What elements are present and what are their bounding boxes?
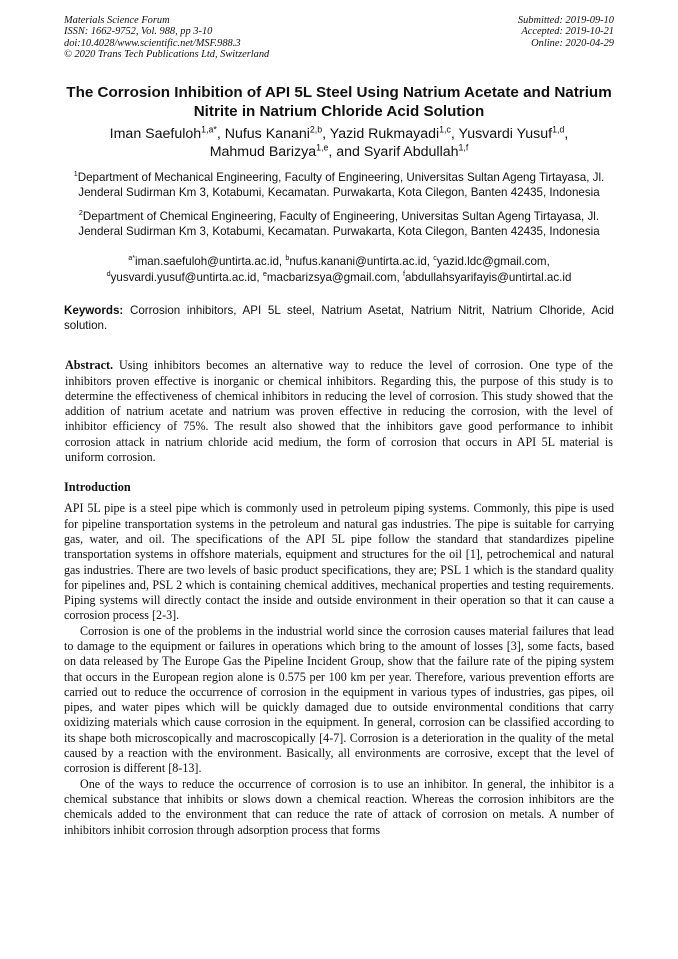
author-affiliation-marker: 1,a*: [201, 123, 217, 134]
author-affiliation-marker: 2,b: [309, 123, 323, 134]
abstract-text: Using inhibitors becomes an alternative way to reduce the level of corrosion. One type of the inhibitors proven effective is inorganic or chemical inhibitors. Regarding this, the purpose of this study is to determine the effectiveness of chemical inhibitors in reducing the level of corrosion. This study showed that the addition of natrium acetate and natrium was proven effective in reducing the corrosion, with the level of inhibitor efficiency of 75%. The result also showed that the inhibitors gave good performance to inhibit corrosion attack in natrium chloride acid medium, the form of corrosion that occurs in API 5L material is uniform corrosion.: [65, 358, 613, 465]
email-marker: e: [262, 268, 267, 278]
email-link[interactable]: yusvardi.yusuf@untirta.ac.id: [110, 270, 257, 284]
author-list: [64, 125, 614, 161]
journal-issn: ISSN: 1662-9752, Vol. 988, pp 3-10: [64, 26, 213, 38]
email-link[interactable]: abdullahsyarifayis@untirtal.ac.id: [404, 270, 572, 284]
paragraph: API 5L pipe is a steel pipe which is commonly used in petroleum piping systems. Commonly, this pipe is used for pipeline transportation systems in the petroleum and natural gas industries. The pipe is suitable for carrying gas, water, and oil. The specifications of the API 5L pipe follow the standard that standardizes pipeline transportation systems in offshore materials, equipment and structures for the oil [1], petrochemical and natural gas industries. There are two levels of basic product specifications, they are; PSL 1 which is the standard quality for pipelines and, PSL 2 which is containing chemical additives, mechanical properties and testing requirements. Piping systems will directly contact the inside and outside environment in their operation so that it can cause a corrosion process [2-3].: [64, 501, 614, 623]
author-separator: ,: [450, 125, 459, 142]
email-list: [64, 254, 614, 284]
journal-copyright: © 2020 Trans Tech Publications Ltd, Switzerland: [64, 49, 270, 61]
abstract-label: Abstract.: [65, 358, 114, 373]
author-name: Mahmud Barizya: [209, 143, 317, 160]
email-marker: b: [285, 253, 290, 263]
affiliation-2-marker: 2: [78, 208, 83, 218]
affiliation-1: [64, 170, 614, 200]
online-date: Online: 2020-04-29: [531, 37, 614, 49]
email-marker: d: [106, 268, 111, 278]
keywords: [64, 303, 614, 333]
author-affiliation-marker: 1,f: [458, 141, 469, 152]
author-affiliation-marker: 1,e: [316, 141, 329, 152]
journal-info: [64, 15, 269, 61]
author-name: Iman Saefuloh: [109, 125, 202, 142]
email-marker: c: [433, 253, 437, 263]
affiliation-2-text: Department of Chemical Engineering, Faculty of Engineering, Universitas Sultan Ageng Tirtayasa, Jl. Jenderal Sudirman Km 3, Kotabumi, Kecamatan. Purwakarta, Kota Cilegon, Banten 42435, Indonesia: [78, 210, 600, 239]
affiliation-1-text: Department of Mechanical Engineering, Faculty of Engineering, Universitas Sultan Ageng Tirtayasa, Jl. Jenderal Sudirman Km 3, Kotabumi, Kecamatan. Purwakarta, Kota Cilegon, Banten 42435, Indonesia: [77, 170, 605, 199]
paper-title: The Corrosion Inhibition of API 5L Steel Using Natrium Acetate and Natrium Nitrite in Natrium Chloride Acid Solution: [66, 83, 612, 120]
keywords-text: Corrosion inhibitors, API 5L steel, Natrium Asetat, Natrium Nitrit, Natrium Clhoride, Acid solution.: [64, 303, 614, 333]
email-link[interactable]: iman.saefuloh@untirta.ac.id: [135, 255, 279, 269]
author-affiliation-marker: 1,c: [439, 123, 451, 134]
author-separator: , and: [328, 143, 364, 160]
journal-doi: doi:10.4028/www.scientific.net/MSF.988.3: [64, 37, 241, 49]
journal-header: [64, 0, 614, 61]
author-name: Nufus Kanani: [224, 125, 310, 142]
submission-dates: [518, 15, 614, 61]
email-separator: ,: [396, 270, 403, 284]
email-separator: ,: [278, 255, 286, 269]
paragraph: Corrosion is one of the problems in the industrial world since the corrosion causes material failures that lead to damage to the equipment or failures in operations which bring to the amount of losses [3], some facts, based on data released by The Europe Gas the Pipeline Incident Group, show that the failure rate of the piping system that occurs in the European region alone is 0.575 per 100 km per year. Therefore, various prevention efforts are carried out to reduce the occurrence of corrosion in the equipment in various types of industries, gas pipes, oil pipes, and water pipes which will be quickly damaged due to outside environmental conditions that carry oxidizing materials which cause corrosion in the equipment. In general, corrosion can be classified according to its shape both microscopically and macroscopically [4-7]. Corrosion is a deterioration in the quality of the metal caused by a reaction with the environment. Basically, all environments are corrosive, except that the level of corrosion is different [8-13].: [64, 623, 614, 776]
author-name: Yazid Rukmayadi: [329, 125, 440, 142]
email-separator: ,: [546, 255, 550, 269]
author-separator: ,: [322, 125, 330, 142]
email-separator: ,: [256, 270, 263, 284]
author-separator: ,: [564, 125, 569, 142]
journal-name: Materials Science Forum: [64, 15, 170, 26]
email-link[interactable]: nufus.kanani@untirta.ac.id: [289, 255, 427, 269]
abstract: [64, 358, 614, 465]
submitted-date: Submitted: 2019-09-10: [517, 15, 614, 26]
accepted-date: Accepted: 2019-10-21: [521, 26, 614, 38]
email-link[interactable]: yazid.ldc@gmail.com: [436, 255, 547, 269]
introduction-body: [64, 501, 614, 838]
author-name: Syarif Abdullah: [363, 143, 459, 160]
section-heading-introduction: Introduction: [64, 480, 131, 495]
author-separator: ,: [216, 125, 225, 142]
email-separator: ,: [426, 255, 434, 269]
affiliation-1-marker: 1: [73, 168, 78, 178]
email-link[interactable]: macbarizsya@gmail.com: [266, 270, 397, 284]
author-name: Yusvardi Yusuf: [458, 125, 553, 142]
author-affiliation-marker: 1,d: [552, 123, 565, 134]
email-marker: f: [402, 268, 405, 278]
affiliation-2: [64, 209, 614, 239]
paragraph: One of the ways to reduce the occurrence of corrosion is to use an inhibitor. In general, the inhibitor is a chemical substance that inhibits or slows down a chemical reaction. Whereas the corrosion inhibitors are the chemicals added to the environment that can reduce the rate of attack of corrosion on metals. A number of inhibitors inhibit corrosion through adsorption process that forms: [64, 776, 614, 837]
email-marker: a*: [128, 253, 135, 263]
keywords-label: Keywords:: [64, 303, 124, 317]
